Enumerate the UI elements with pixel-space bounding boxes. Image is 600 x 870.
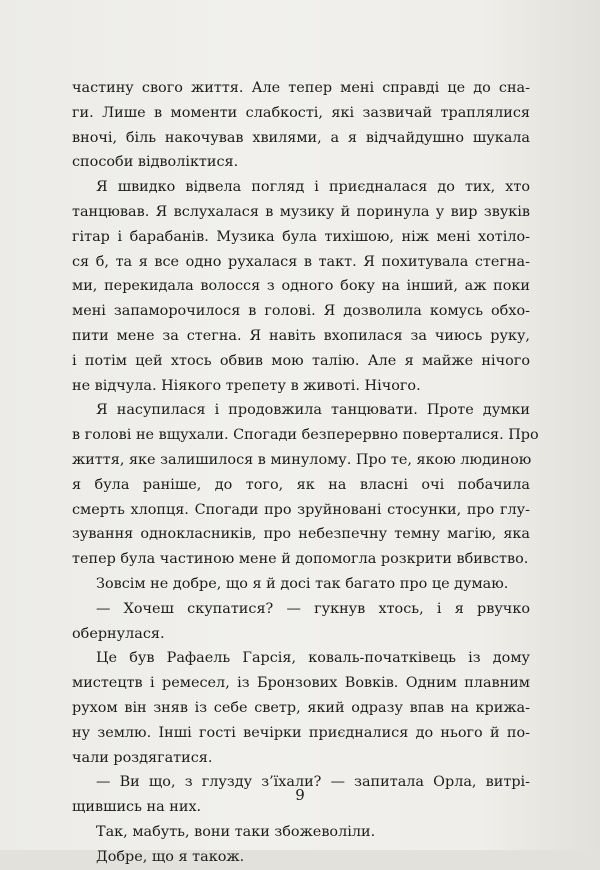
text-line: смерть хлопця. Спогади про зруйновані стосунки, про глу- [72, 501, 530, 518]
text-line: мені запаморочилося в голові. Я дозволила комусь обхо- [72, 303, 530, 320]
text-line: частину свого життя. Але тепер мені справді це до сна- [72, 80, 530, 96]
paragraph [72, 820, 530, 845]
text-line: мистецтв і ремесел, із Бронзових Вовків. Одним плавним [72, 675, 530, 692]
text-line: ги. Лише в моменти слабкості, які зазвичай траплялися [72, 104, 530, 121]
text-line: обернулася. [72, 625, 165, 642]
text-line: і потім цей хтось обвив мою талію. Але я майже нічого [72, 352, 530, 369]
text-line: — Хочеш скупатися? — гукнув хтось, і я рвучко [96, 600, 530, 617]
paragraph [72, 646, 530, 770]
text-line: Зовсім не добре, що я й досі так багато про це думаю. [96, 575, 509, 592]
text-line: ми, перекидала волосся з одного боку на інший, аж поки [72, 278, 530, 295]
paragraph [72, 76, 530, 175]
paragraph [72, 597, 530, 647]
text-line: Так, мабуть, вони таки збожеволіли. [96, 823, 376, 840]
text-line: зування однокласників, про небезпечну темну магію, яка [72, 526, 530, 543]
paragraph [72, 398, 539, 572]
text-line: танцював. Я вслухалася в музику й поринула у вир звуків [72, 203, 530, 220]
text-line: вночі, біль накочував хвилями, а я відчайдушно шукала [72, 129, 530, 146]
text-line: рухом він зняв із себе светр, який одразу впав на крижа- [72, 699, 530, 716]
paragraph [72, 175, 530, 398]
paragraph [72, 572, 530, 597]
text-line: Це був Рафаель Гарсія, коваль-початківець із дому [96, 650, 530, 667]
text-line: в голові не вщухали. Спогади безперервно поверталися. Про [72, 427, 539, 444]
text-line: Добре, що я також. [96, 848, 245, 865]
page-number: 9 [295, 786, 305, 804]
text-line: тепер була частиною мене й допомогла розкрити вбивство. [72, 551, 529, 568]
text-line: я була раніше, до того, як на власні очі побачила [72, 476, 530, 493]
text-line: Я швидко відвела погляд і приєдналася до тих, хто [96, 179, 530, 196]
text-line: пити мене за стегна. Я навіть вхопилася за чиюсь руку, [72, 327, 530, 344]
text-line: — Ви що, з глузду з’їхали? — запитала Орла, витрі- [96, 774, 530, 791]
text-line: чали роздягатися. [72, 749, 213, 766]
text-line: гітар і барабанів. Музика була тихішою, ніж мені хотіло- [72, 228, 530, 245]
text-line: не відчула. Ніякого трепету в животі. Нічого. [72, 377, 421, 394]
page-body-text [72, 76, 539, 870]
text-line: життя, яке залишилося в минулому. Про те, якою людиною [72, 451, 532, 468]
text-line: ся б, та я все одно рухалася в такт. Я похитувала стегна- [72, 253, 530, 270]
text-line: ну землю. Інші гості вечірки приєдналися до нього й по- [72, 724, 530, 741]
text-line: щившись на них. [72, 799, 202, 816]
text-line: Я насупилася і продовжила танцювати. Проте думки [96, 402, 530, 419]
paragraph [72, 845, 530, 870]
text-line: способи відволіктися. [72, 154, 239, 171]
